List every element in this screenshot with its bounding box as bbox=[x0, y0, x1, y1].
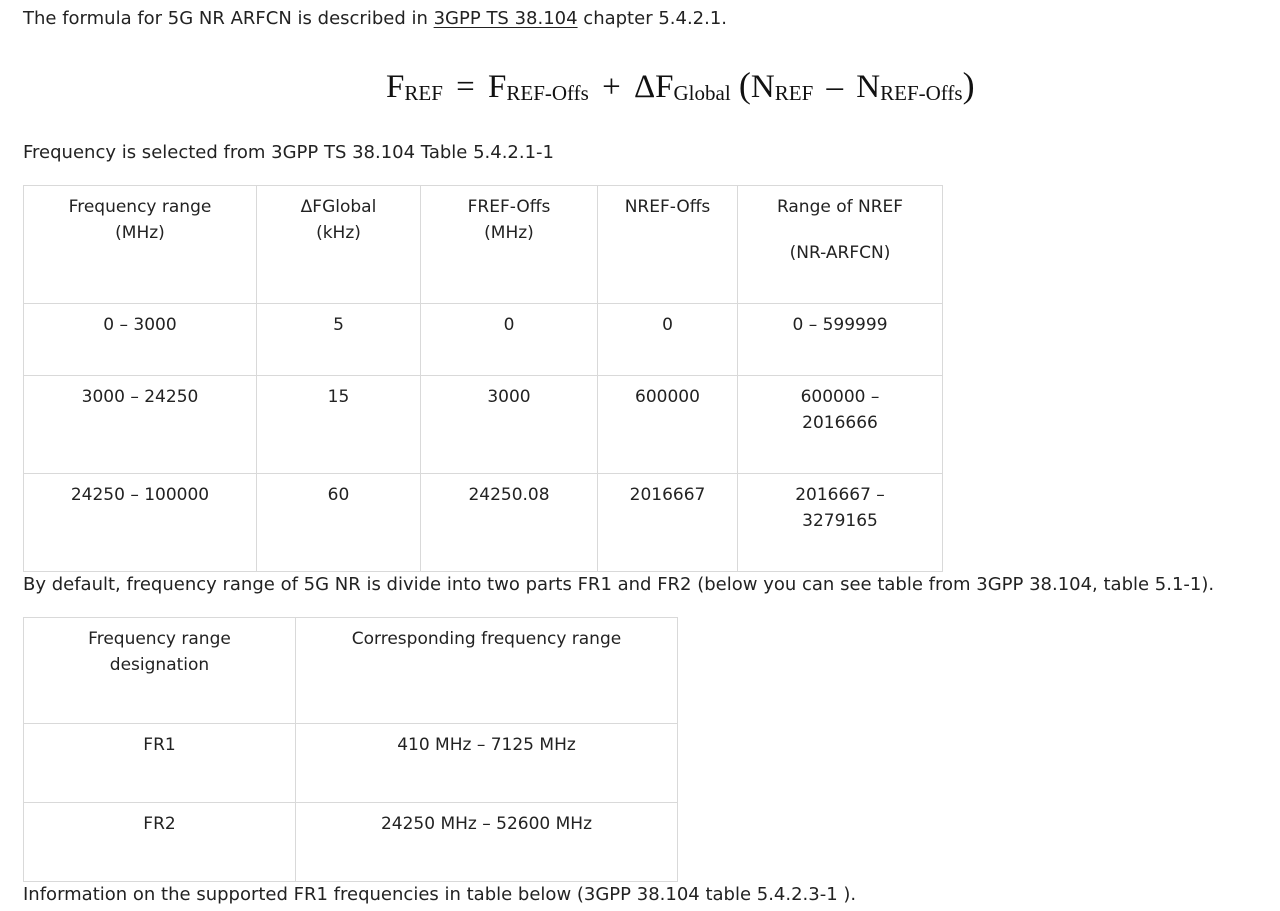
cell-narfcn: 0 – 599999 bbox=[738, 304, 943, 376]
formula-delta: ΔF bbox=[633, 69, 674, 105]
header-delta-fglobal: ΔFGlobal (kHz) bbox=[257, 186, 421, 304]
cell-delta: 5 bbox=[257, 304, 421, 376]
table-row bbox=[24, 474, 943, 572]
cell-nref: 0 bbox=[598, 304, 738, 376]
cell-delta: 15 bbox=[257, 376, 421, 474]
cell-fref: 24250.08 bbox=[421, 474, 598, 572]
intro-paragraph bbox=[23, 8, 727, 30]
table-header-row bbox=[24, 618, 678, 724]
header-range-nref: Range of NREF (NR-ARFCN) bbox=[738, 186, 943, 304]
cell-narfcn: 600000 – 2016666 bbox=[738, 376, 943, 474]
table-row bbox=[24, 376, 943, 474]
formula-noffs: N bbox=[856, 69, 881, 105]
formula-close-paren: ) bbox=[962, 65, 975, 105]
intro-text-before: The formula for 5G NR ARFCN is described in bbox=[23, 8, 434, 29]
cell-range: 0 – 3000 bbox=[24, 304, 257, 376]
ts-38104-link[interactable]: 3GPP TS 38.104 bbox=[433, 8, 578, 29]
formula-noffs-sub: REF-Offs bbox=[880, 81, 963, 105]
cell-range: 24250 – 100000 bbox=[24, 474, 257, 572]
formula-fref: F bbox=[386, 69, 405, 105]
cell-nref: 600000 bbox=[598, 376, 738, 474]
footer-paragraph: Information on the supported FR1 frequencies in table below (3GPP 38.104 table 5.4.2.3-1 ). bbox=[23, 884, 857, 905]
header-nref-offs: NREF-Offs bbox=[598, 186, 738, 304]
table-row bbox=[24, 803, 678, 882]
header-designation: Frequency range designation bbox=[24, 618, 296, 724]
arfcn-table bbox=[23, 185, 943, 572]
cell-nref: 2016667 bbox=[598, 474, 738, 572]
cell-fref: 3000 bbox=[421, 376, 598, 474]
cell-designation: FR1 bbox=[24, 724, 296, 803]
cell-fref: 0 bbox=[421, 304, 598, 376]
cell-range: 3000 – 24250 bbox=[24, 376, 257, 474]
table1-intro: Frequency is selected from 3GPP TS 38.104 Table 5.4.2.1-1 bbox=[23, 142, 554, 163]
arfcn-formula bbox=[386, 62, 975, 116]
header-fref-offs: FREF-Offs (MHz) bbox=[421, 186, 598, 304]
formula-minus: – bbox=[826, 69, 844, 105]
table2-intro: By default, frequency range of 5G NR is divide into two parts FR1 and FR2 (below you can see table from 3GPP 38.104, table 5.1-1). bbox=[23, 574, 1215, 595]
formula-foffs: F bbox=[488, 69, 507, 105]
intro-text-after: chapter 5.4.2.1. bbox=[577, 8, 728, 29]
frequency-range-table bbox=[23, 617, 678, 882]
cell-designation: FR2 bbox=[24, 803, 296, 882]
formula-foffs-sub: REF-Offs bbox=[506, 81, 589, 105]
header-frequency-range: Frequency range (MHz) bbox=[24, 186, 257, 304]
formula-fref-sub: REF bbox=[404, 81, 443, 105]
formula-nref-sub: REF bbox=[774, 81, 814, 105]
formula-nref: N bbox=[750, 69, 775, 105]
cell-frequency-range: 24250 MHz – 52600 MHz bbox=[296, 803, 678, 882]
formula-equals: = bbox=[456, 69, 475, 105]
formula-delta-sub: Global bbox=[673, 81, 731, 105]
formula-plus: + bbox=[602, 69, 621, 105]
header-corresponding-range: Corresponding frequency range bbox=[296, 618, 678, 724]
table-row bbox=[24, 304, 943, 376]
cell-frequency-range: 410 MHz – 7125 MHz bbox=[296, 724, 678, 803]
cell-delta: 60 bbox=[257, 474, 421, 572]
formula-open-paren: ( bbox=[738, 65, 751, 105]
cell-narfcn: 2016667 – 3279165 bbox=[738, 474, 943, 572]
table-header-row bbox=[24, 186, 943, 304]
table-row bbox=[24, 724, 678, 803]
